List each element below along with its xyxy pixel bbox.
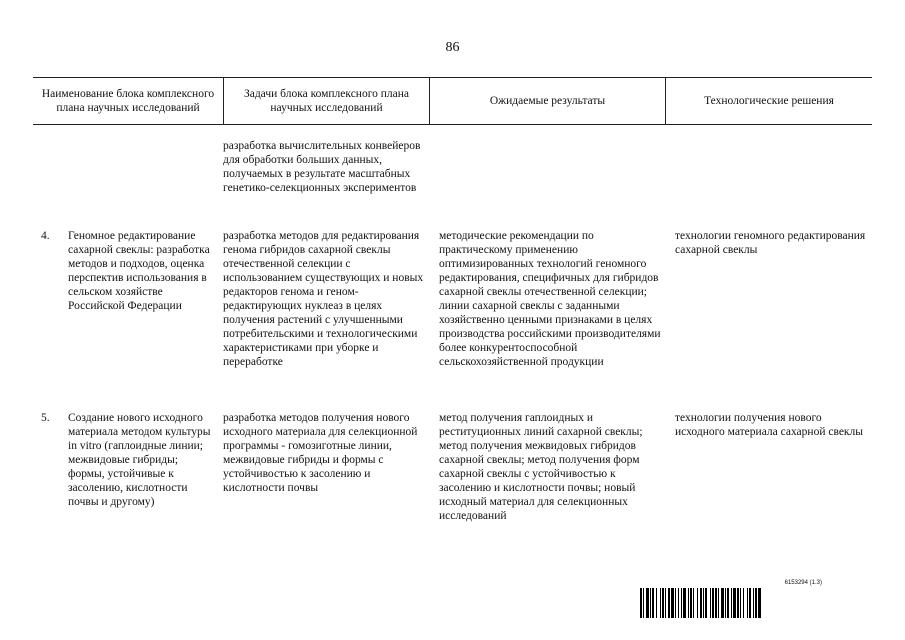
row-solutions: технологии геномного редактирования сахарной свеклы xyxy=(675,230,866,256)
row-number: 5. xyxy=(41,412,50,424)
header-tasks: Задачи блока комплексного плана научных исследований xyxy=(223,78,429,124)
header-solutions: Технологические решения xyxy=(665,78,872,124)
table-row xyxy=(33,411,872,523)
barcode-text: 6153294 (1.3) xyxy=(784,580,822,586)
table-row-continuation xyxy=(33,139,872,195)
row-tasks: разработка методов получения нового исходного материала для селекционной программы - гомозиготные линии, межвидовые гибриды и формы с устойчивостью к засолению и кислотности почвы xyxy=(223,412,418,494)
header-results: Ожидаемые результаты xyxy=(429,78,665,124)
barcode-icon xyxy=(640,588,862,618)
plan-table xyxy=(33,77,872,522)
page-number: 86 xyxy=(445,40,460,55)
row-block-name: Создание нового исходного материала методом культуры in vitro (гаплоидные линии; межвидовые гибриды; формы, устойчивые к засолению, кислотности почвы и другому) xyxy=(68,412,211,508)
row-solutions: технологии получения нового исходного материала сахарной свеклы xyxy=(675,412,863,438)
row-block-name: Геномное редактирование сахарной свеклы: разработка методов и подходов, оценка перспектив использования в сельском хозяйстве Российской Федерации xyxy=(68,230,210,312)
header-block-name: Наименование блока комплексного плана научных исследований xyxy=(41,88,215,114)
table-header xyxy=(33,77,872,125)
row-results: методические рекомендации по практическому применению оптимизированных технологий геномного редактирования, специфичных для гибридов сахарной свеклы отечественной селекции; линии сахарной свеклы с заданными хозяйственно ценными признаками в целях производства российскими производителями более конкурентоспособной сельскохозяйственной продукции xyxy=(439,230,661,368)
row-number: 4. xyxy=(41,230,50,242)
row-tasks: разработка методов для редактирования генома гибридов сахарной свеклы отечественной селекции с использованием существующих и новых редакторов генома и геном-редактирующих нуклеаз в целях получения растений с улучшенными потребительскими и технологическими характеристиками при уборке и переработке xyxy=(223,230,424,368)
row-results: метод получения гаплоидных и реституционных линий сахарной свеклы; метод получения межвидовых гибридов сахарной свеклы; метод получения форм сахарной свеклы с устойчивостью к засолению и кислотности почвы; новый исходный материал для селекционных исследований xyxy=(439,412,643,522)
row-tasks: разработка вычислительных конвейеров для обработки больших данных, получаемых в результате масштабных генетико-селекционных экспериментов xyxy=(223,140,421,194)
table-row xyxy=(33,229,872,369)
document-barcode xyxy=(640,580,862,618)
